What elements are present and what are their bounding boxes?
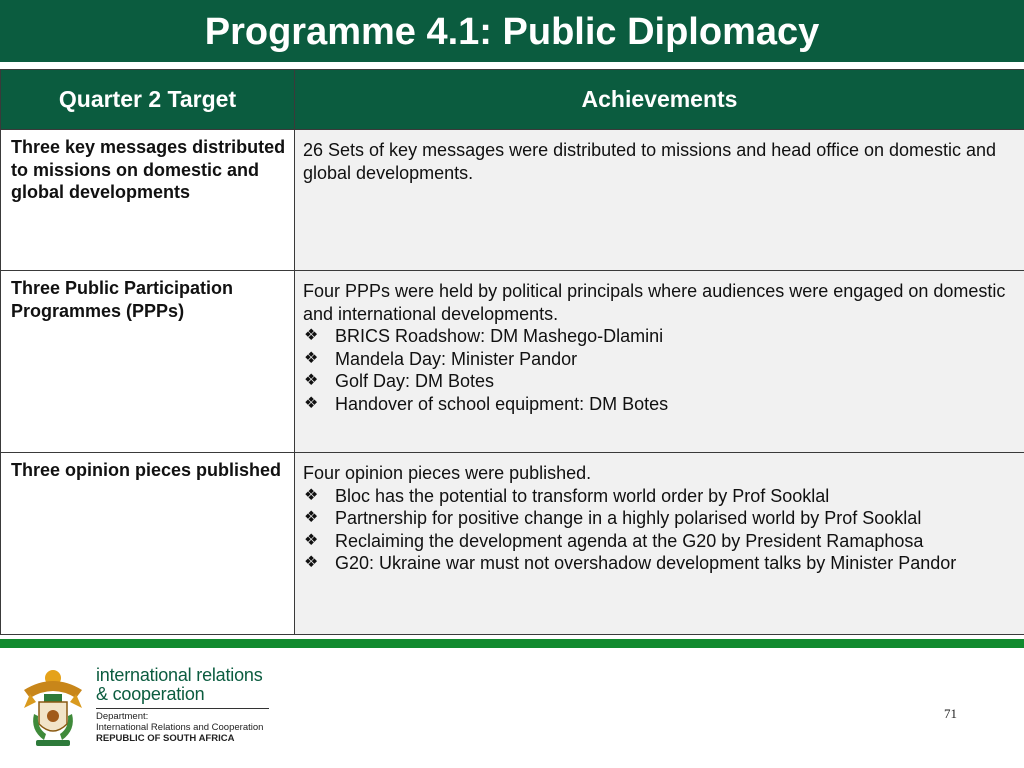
list-item-text: Golf Day: DM Botes [335, 371, 495, 391]
bullet-diamond-icon: ❖ [304, 372, 319, 389]
footer-divider [0, 639, 1024, 648]
brand-line2: & cooperation [96, 684, 205, 704]
header-achievements: Achievements [295, 70, 1024, 130]
list-item-text: BRICS Roadshow: DM Mashego-Dlamini [335, 326, 664, 346]
list-item [303, 485, 1016, 508]
dept-label: Department: [96, 711, 149, 722]
list-item-text: G20: Ukraine war must not overshadow development talks by Minister Pandor [335, 553, 957, 573]
achievement-bullet-list [303, 485, 1016, 575]
header-quarter-target: Quarter 2 Target [1, 70, 295, 130]
achievement-cell [295, 453, 1024, 635]
dept-name: International Relations and Cooperation [96, 722, 264, 733]
target-cell: Three Public Participation Programmes (PPPs) [1, 271, 295, 453]
department-branding [96, 666, 269, 744]
list-item [303, 325, 1016, 348]
table-row [1, 130, 1024, 271]
bullet-diamond-icon: ❖ [304, 509, 319, 526]
bullet-diamond-icon: ❖ [304, 394, 319, 412]
achievement-text: 26 Sets of key messages were distributed to missions and head office on domestic and global developments. [303, 140, 997, 183]
table-row [1, 271, 1024, 453]
target-cell: Three opinion pieces published [1, 453, 295, 635]
bullet-diamond-icon: ❖ [304, 554, 319, 571]
achievement-text: Four PPPs were held by political principals where audiences were engaged on domestic and international developments. [303, 281, 1006, 324]
brand-line1: international relations [96, 665, 263, 685]
brand-divider [96, 708, 269, 709]
list-item-text: Reclaiming the development agenda at the G20 by President Ramaphosa [335, 530, 924, 551]
bullet-diamond-icon: ❖ [304, 349, 319, 367]
country-name: REPUBLIC OF SOUTH AFRICA [96, 733, 235, 744]
list-item [303, 393, 1016, 416]
list-item-text: Mandela Day: Minister Pandor [335, 348, 578, 369]
bullet-diamond-icon: ❖ [304, 486, 319, 504]
target-cell: Three key messages distributed to missions on domestic and global developments [1, 130, 295, 271]
list-item-text: Partnership for positive change in a highly polarised world by Prof Sooklal [335, 508, 922, 528]
list-item [303, 370, 1016, 393]
bullet-diamond-icon: ❖ [304, 531, 319, 549]
list-item [303, 552, 1016, 575]
achievement-bullet-list [303, 325, 1016, 415]
title-divider [0, 62, 1024, 67]
table-row [1, 453, 1024, 635]
list-item-text: Bloc has the potential to transform world order by Prof Sooklal [335, 485, 830, 506]
achievement-cell [295, 271, 1024, 453]
achievement-cell [295, 130, 1024, 271]
slide-title: Programme 4.1: Public Diplomacy [204, 11, 820, 53]
bullet-diamond-icon: ❖ [304, 327, 319, 344]
page-number: 71 [944, 706, 957, 721]
table-header-row [1, 70, 1024, 130]
list-item [303, 348, 1016, 371]
list-item [303, 530, 1016, 553]
achievement-text: Four opinion pieces were published. [303, 463, 592, 483]
list-item-text: Handover of school equipment: DM Botes [335, 393, 669, 414]
list-item [303, 507, 1016, 530]
targets-table [0, 69, 1024, 635]
coat-of-arms-icon [22, 668, 84, 750]
